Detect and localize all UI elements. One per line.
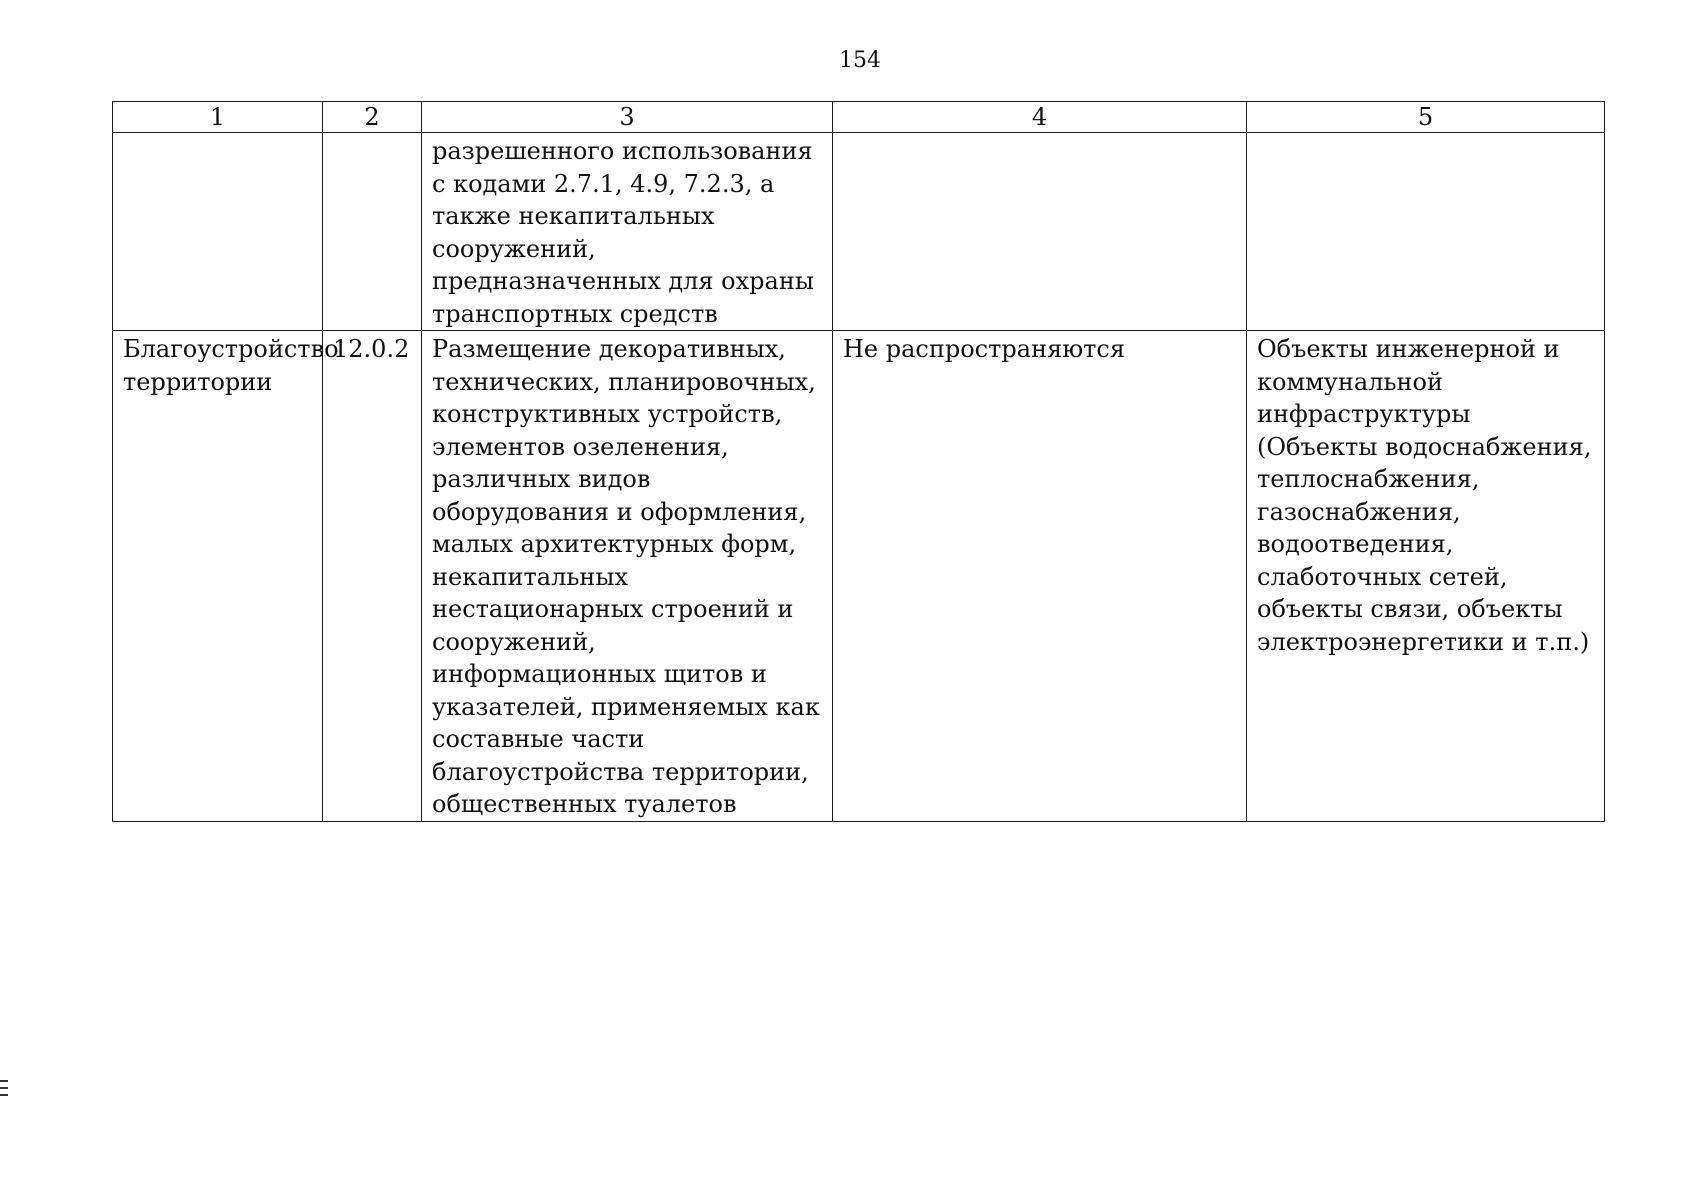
cell-auxiliary-uses: Объекты инженерной и коммунальной инфраструктуры (Объекты водоснабжения, теплоснабжения, газоснабжения, водоотведения, слаботочных сетей, объекты связи, объекты электроэнергетики и т.п.)	[1247, 331, 1605, 822]
header-col-3: 3	[422, 102, 833, 133]
cell-auxiliary-uses	[1247, 133, 1605, 331]
regulations-table	[112, 101, 1605, 822]
header-col-5: 5	[1247, 102, 1605, 133]
header-col-4: 4	[833, 102, 1247, 133]
cell-use-type: Благоустройство территории	[113, 331, 323, 822]
cell-code	[323, 133, 422, 331]
cell-description: разрешенного использования с кодами 2.7.1, 4.9, 7.2.3, а также некапитальных сооружений, предназначенных для охраны транспортных средств	[422, 133, 833, 331]
cell-limits	[833, 133, 1247, 331]
table-row	[113, 133, 1605, 331]
page-number: 154	[839, 48, 881, 73]
cell-use-type	[113, 133, 323, 331]
scan-edge-mark	[0, 1080, 8, 1102]
table-row	[113, 331, 1605, 822]
header-col-1: 1	[113, 102, 323, 133]
cell-code: 12.0.2	[323, 331, 422, 822]
header-row	[113, 102, 1605, 133]
header-col-2: 2	[323, 102, 422, 133]
cell-limits: Не распространяются	[833, 331, 1247, 822]
cell-description: Размещение декоративных, технических, планировочных, конструктивных устройств, элементов озеленения, различных видов оборудования и оформления, малых архитектурных форм, некапитальных нестационарных строений и сооружений, информационных щитов и указателей, применяемых как составные части благоустройства территории, общественных туалетов	[422, 331, 833, 822]
